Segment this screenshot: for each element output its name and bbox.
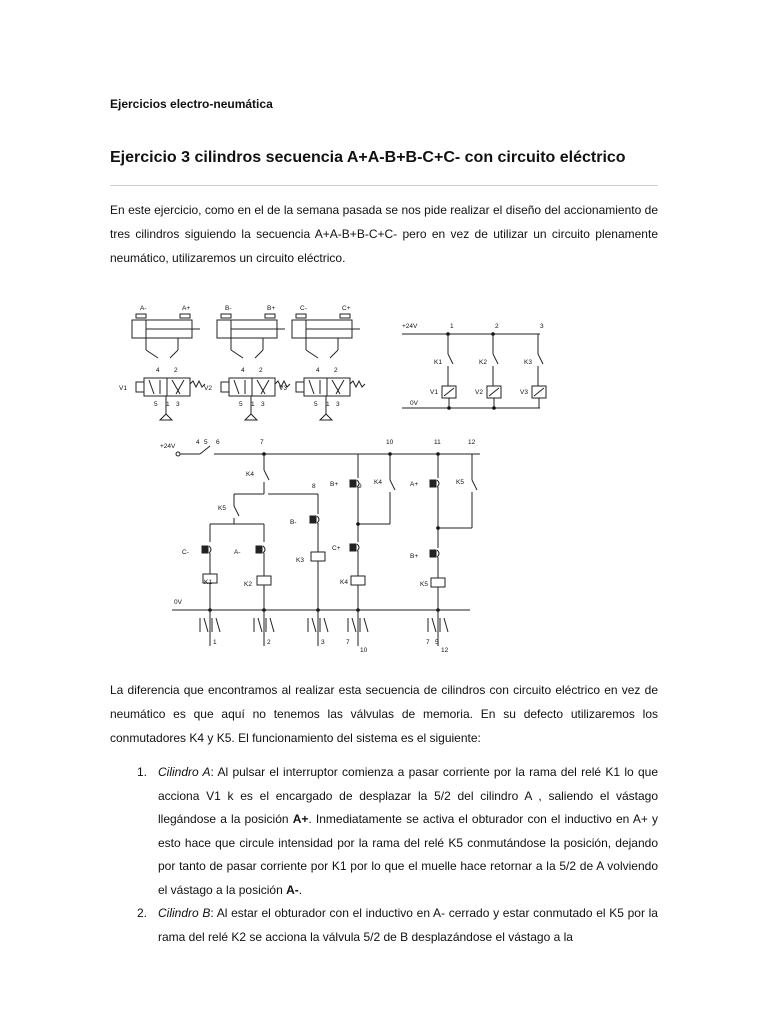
coil-label: K2 [244,581,252,588]
relay-coil [351,576,365,585]
list-item [110,761,658,902]
ref-contact [258,618,262,632]
supply-label: +24V [402,323,418,330]
valve-arrow [172,380,180,394]
sensor-label: A- [140,305,147,312]
ref-number: 3 [321,639,325,646]
ref-number: 12 [441,647,449,654]
list-item-lead: Cilindro A [158,765,211,779]
sensor-arc [437,480,439,487]
list-item-lead: Cilindro B [158,906,211,920]
ref-number: 7 [426,639,430,646]
contact-blade [472,480,477,490]
rung-number: 11 [434,439,441,446]
ref-contact [216,618,220,632]
rung-number: 5 [204,439,208,446]
sensor-block [256,546,262,553]
coil-label: V1 [430,389,438,396]
ref-number: 7 [346,639,350,646]
rung-number: 7 [260,439,264,446]
valve-arrow [176,380,184,394]
sensor-mark [136,314,146,318]
valve-label: V1 [119,385,127,392]
relay-label: K3 [524,359,532,366]
ref-contact [432,618,436,632]
sensor-label: B+ [410,553,419,560]
solenoid [296,382,304,392]
valve-arrow [261,380,269,394]
coil-label: V3 [520,389,528,396]
valve-circuit-group [402,323,546,410]
main-switch [200,446,210,454]
port-label: 5 [314,401,318,408]
port-label: 4 [241,367,245,374]
column-number: 1 [450,323,454,330]
sensor-label: B- [290,519,297,526]
pipe [170,350,178,358]
relay-coil [311,552,325,561]
sensor-arc [437,550,439,557]
valve-arrow [149,380,154,394]
port-label: 3 [176,401,180,408]
pipe [330,350,338,358]
sensor-label: A- [234,549,241,556]
sensor-block [430,480,436,487]
ref-number: 10 [360,647,368,654]
relay-label: K2 [479,359,487,366]
sensor-label: C- [300,305,307,312]
port-label: 2 [334,367,338,374]
pipe [231,350,243,358]
relay-coil [431,578,445,587]
solenoid [136,382,144,392]
sensor-mark [340,314,350,318]
rung-number: 12 [468,439,476,446]
sensor-mark [221,314,231,318]
ref-number: 5 [435,639,439,646]
list-item-text: : Al pulsar el interruptor comienza a pasar corriente por la rama del relé K1 lo que acciona V1 k es el encargado de desplazar la 5/2 del cilindro A , saliendo el vástago llegándose a la posición [158,765,658,826]
sensor-mark [180,314,190,318]
list-number: 1. [137,765,148,779]
contact-label: K4 [246,471,254,478]
title-divider [110,185,658,186]
junction-dot [436,526,440,530]
list-item-text: . [298,882,303,897]
steps-list [110,761,658,949]
ref-contact [312,618,316,632]
rung-number: 8 [312,483,316,490]
sensor-block [202,546,208,553]
document-title: Ejercicio 3 cilindros secuencia A+A-B+B-C+C- con circuito eléctrico [110,149,626,166]
port-label: 1 [166,401,170,408]
port-label: 5 [154,401,158,408]
ground-label: 0V [410,400,418,407]
valve-arrow [332,380,340,394]
contact-label: K4 [374,479,382,486]
sensor-arc [263,546,265,553]
coil-label: K3 [296,557,304,564]
junction-dot [492,406,496,410]
sensor-label: C+ [332,545,341,552]
port-label: 5 [239,401,243,408]
sensor-block [310,516,316,523]
sensor-block [350,544,356,551]
column-number: 2 [495,323,499,330]
sensor-label: B+ [330,481,339,488]
rung-number: 6 [216,439,220,446]
contact-blade [493,354,498,364]
contact-blade [264,470,269,480]
port-label: 4 [156,367,160,374]
sensor-label: C- [182,549,189,556]
valve-spring [350,381,365,387]
coil-slash [489,388,499,396]
list-item-text: : Al estar el obturador con el inductivo en A- cerrado y estar conmutado el K5 por la rama del relé K2 se acciona la válvula 5/2 de B desplazándose el vástago a la [158,906,658,944]
port-label: 1 [326,401,330,408]
terminal [176,452,180,456]
sensor-arc [317,516,319,523]
sensor-label: A+ [410,481,419,488]
valve-label: V3 [279,385,287,392]
rung-number: 4 [196,439,200,446]
exhaust-symbol [320,414,332,420]
junction-dot [356,522,360,526]
sensor-mark [265,314,275,318]
valve-arrow [309,380,314,394]
column-number: 3 [540,323,544,330]
coil-label: V2 [475,389,483,396]
contact-label: K5 [456,479,464,486]
ref-contact [352,618,356,632]
relay-coil [257,576,271,585]
ref-number: 1 [213,639,217,646]
coil-label: K1 [204,579,212,586]
junction-dot [447,406,451,410]
valve-arrow [336,380,344,394]
ref-contact [444,618,448,632]
contact-label: K5 [218,505,226,512]
rung-number: 9 [358,483,362,490]
list-number: 2. [137,906,148,920]
port-label: 2 [259,367,263,374]
port-label: 2 [174,367,178,374]
ground-label: 0V [174,599,182,606]
ref-contact [324,618,328,632]
sensor-label: C+ [342,305,351,312]
intro-paragraph: En este ejercicio, como en el de la semana pasada se nos pide realizar el diseño del accionamiento de tres cilindros siguiendo la secuencia A+A-B+B-C+C- pero en vez de utilizar un circuito plenamente neumático, utilizaremos un circuito eléctrico. [110,203,658,265]
cylinders-group [119,305,365,420]
list-item-bold: A- [286,882,299,897]
difference-paragraph: La diferencia que encontramos al realizar esta secuencia de cilindros con circuito eléctrico en vez de neumático es que aquí no tenemos las válvulas de memoria. En su defecto utilizaremos los conmutadores K4 y K5. El funcionamiento del sistema es el siguiente: [110,683,658,745]
coil-label: K4 [340,579,348,586]
pipe [146,350,158,358]
ref-contact [270,618,274,632]
sensor-mark [296,314,306,318]
solenoid [221,382,229,392]
ladder-diagram-group [160,439,480,654]
pipe [306,350,318,358]
pipe [255,350,263,358]
port-label: 1 [251,401,255,408]
sensor-arc [209,546,211,553]
list-item-text: . Inmediatamente se activa el obturador con el inductivo en A+ y esto hace que circule intensidad por la rama del relé K5 conmutándose la posición, dejando por tanto de pasar corriente por K1 por lo que el muelle hace retornar a la 5/2 de A volviendo el vástago a la posición [158,812,658,897]
rung-number: 10 [386,439,394,446]
ref-contact [204,618,208,632]
ref-number: 2 [267,639,271,646]
contact-blade [538,354,543,364]
list-item [110,902,658,949]
sensor-label: B+ [267,305,276,312]
relay-label: K1 [434,359,442,366]
port-label: 3 [336,401,340,408]
coil-slash [534,388,544,396]
exhaust-symbol [245,414,257,420]
contact-blade [390,480,395,490]
valve-spring [190,381,205,387]
valve-arrow [234,380,239,394]
sensor-arc [357,544,359,551]
sensor-block [430,550,436,557]
port-label: 4 [316,367,320,374]
sensor-label: B- [225,305,232,312]
exhaust-symbol [160,414,172,420]
valve-label: V2 [204,385,212,392]
valve-arrow [257,380,265,394]
port-label: 3 [261,401,265,408]
sensor-block [350,480,356,487]
section-label: Ejercicios electro-neumática [110,97,273,111]
coil-label: K5 [420,581,428,588]
ref-contact [364,618,368,632]
circuit-svg [110,288,570,656]
coil-slash [444,388,454,396]
circuit-diagram [110,288,570,661]
contact-blade [234,506,239,516]
contact-blade [448,354,453,364]
list-item-bold: A+ [292,812,309,826]
sensor-label: A+ [182,305,191,312]
supply-label: +24V [160,443,176,450]
